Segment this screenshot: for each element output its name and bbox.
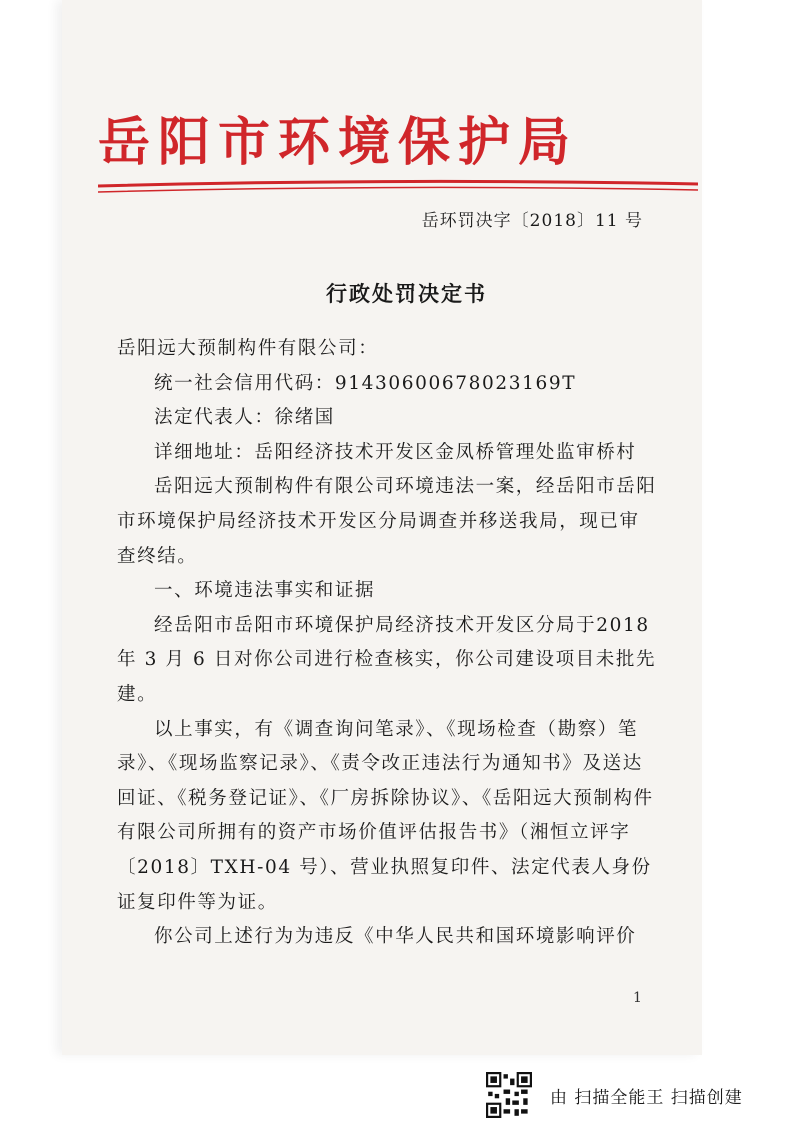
agency-header: 岳阳市环境保护局 xyxy=(98,113,579,173)
page-number: 1 xyxy=(633,990,642,1006)
credit-code: 统一社会信用代码：91430600678023169T xyxy=(154,372,577,394)
violation-paragraph: 你公司上述行为为违反《中华人民共和国环境影响评价 xyxy=(154,926,637,948)
document-title: 行政处罚决定书 xyxy=(326,282,487,306)
evidence-paragraph: 以上事实，有《调查询问笔录》、《现场检查（勘察）笔录》、《现场监察记录》、《责令改正违法行为通知书》及送达回证、《税务登记证》、《厂房拆除协议》、《岳阳远大预制构件有限公司所拥有的资产市场价值评估报告书》（湘恒立评字〔2018〕TXH-04 号）、营业执照复印件、法定代表人身份证复印件等为证。 xyxy=(117,718,654,913)
document-number: 岳环罚决字〔2018〕11 号 xyxy=(421,211,643,231)
header-red-rule xyxy=(98,176,698,200)
legal-representative: 法定代表人：徐绪国 xyxy=(154,407,335,429)
intro-paragraph: 岳阳远大预制构件有限公司环境违法一案，经岳阳市岳阳市环境保护局经济技术开发区分局调查并移送我局，现已审查终结。 xyxy=(117,476,657,567)
qr-code-icon xyxy=(486,1072,532,1118)
watermark-text: 由 扫描全能王 扫描创建 xyxy=(550,1087,743,1108)
document-body xyxy=(117,332,657,955)
facts-paragraph: 经岳阳市岳阳市环境保护局经济技术开发区分局于2018 年 3 月 6 日对你公司进行检查核实，你公司建设项目未批先建。 xyxy=(117,614,657,705)
scanner-watermark xyxy=(486,1072,786,1118)
section-heading: 一、环境违法事实和证据 xyxy=(154,580,376,602)
addressee: 岳阳远大预制构件有限公司： xyxy=(117,338,379,359)
detailed-address: 详细地址：岳阳经济技术开发区金凤桥管理处监审桥村 xyxy=(154,441,637,463)
